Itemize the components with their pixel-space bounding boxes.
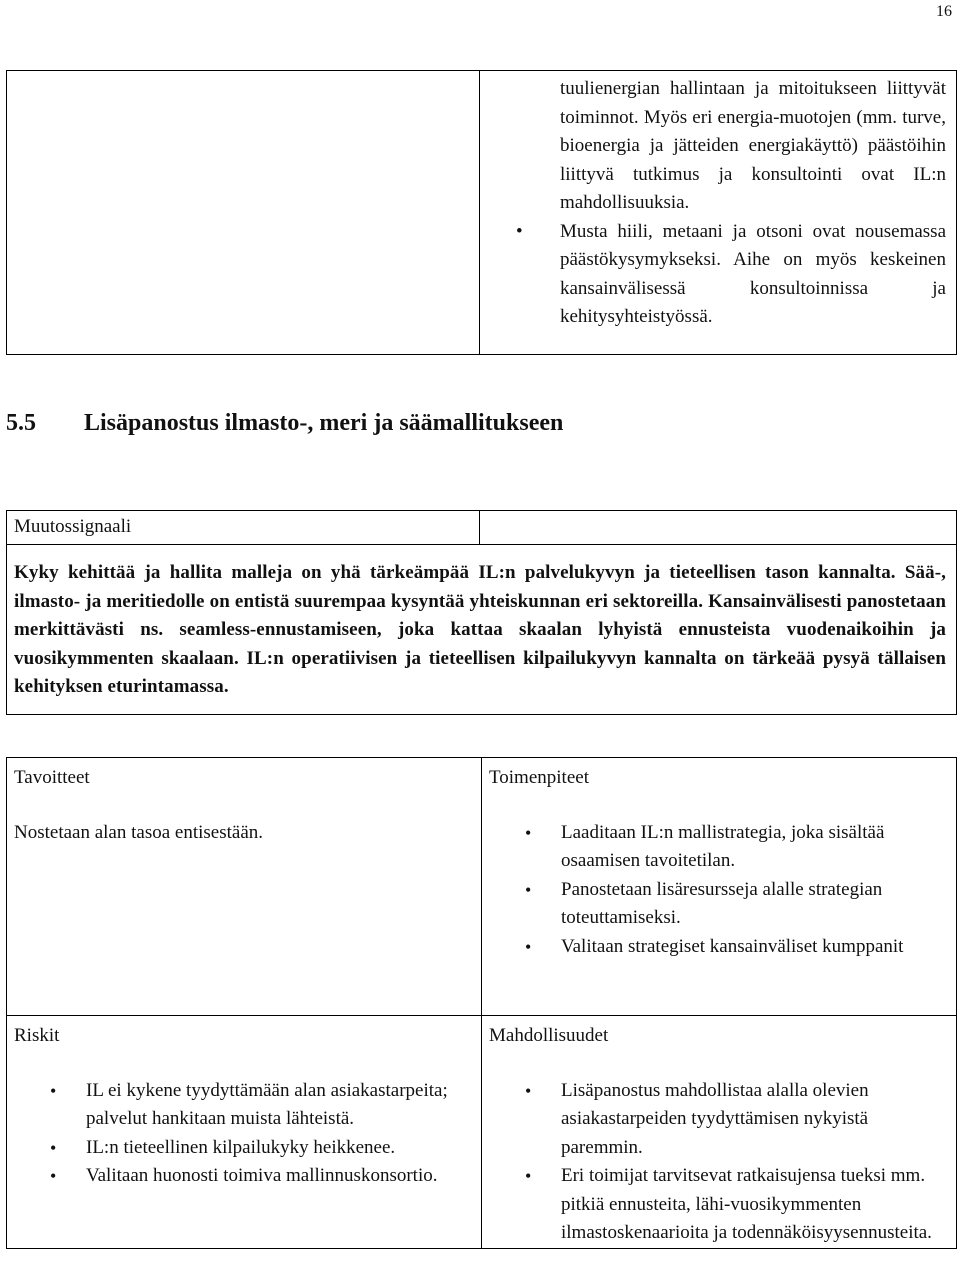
list-item: • Eri toimijat tarvitsevat ratkaisujensa tueksi mm. pitkiä ennusteita, lähi-vuosikymmenten ilmastoskenaarioita ja todennäköisyysennusteita. (489, 1162, 946, 1248)
list-item: • Laaditaan IL:n mallistrategia, joka sisältää osaamisen tavoitetilan. (489, 819, 946, 876)
bullet-icon: • (516, 220, 523, 242)
opportunities-cell (482, 1016, 957, 1249)
actions-title: Toimenpiteet (489, 767, 589, 788)
risks-cell (7, 1016, 482, 1249)
list-item: • Valitaan strategiset kansainväliset kumppanit (489, 933, 946, 962)
risks-title: Riskit (14, 1025, 60, 1046)
section-number: 5.5 (6, 410, 36, 436)
goals-actions-risks-table (6, 757, 957, 1249)
actions-list (489, 819, 946, 962)
bullet-icon: • (50, 1080, 57, 1101)
bullet-icon: • (525, 1080, 532, 1101)
change-signal-body: Kyky kehittää ja hallita malleja on yhä tärkeämpää IL:n palvelukyvyn ja tieteellisen tason kannalta. Sää-, ilmasto- ja meritiedolle on entistä suurempaa kysyntää yhteiskunnan eri sektoreilla. Kansainvälisesti panostetaan merkittävästi ns. seamless-ennustamiseen, joka kattaa skaalan lyhyistä ennusteista vuodenaikoihin ja vuosikymmenten skaalaan. IL:n operatiivisen ja tieteellisen kilpailukyvyn kannalta on tärkeää pysyä tällaisen kehityksen eturintamassa. (7, 545, 957, 715)
bullet-icon: • (525, 879, 532, 900)
list-item: • IL:n tieteellinen kilpailukyky heikkenee. (14, 1134, 471, 1163)
bullet-icon: • (50, 1166, 57, 1186)
list-item: • IL ei kykene tyydyttämään alan asiakastarpeita; palvelut hankitaan muista lähteistä. (14, 1077, 471, 1134)
page-number: 16 (936, 3, 952, 20)
section-heading (6, 407, 563, 439)
change-signal-label: Muutossignaali (7, 511, 480, 545)
continuation-cell (480, 71, 957, 355)
bullet-icon: • (525, 822, 532, 843)
goals-text: Nostetaan alan tasoa entisestään. (14, 821, 264, 843)
list-item: • Panostetaan lisäresursseja alalle strategian toteuttamiseksi. (489, 876, 946, 933)
opportunities-title: Mahdollisuudet (489, 1025, 609, 1046)
empty-label-cell (480, 511, 957, 545)
top-continuation-table (6, 70, 957, 355)
section-title: Lisäpanostus ilmasto-, meri ja säämallitukseen (84, 410, 564, 436)
bullet-icon: • (525, 1166, 532, 1186)
continuation-bullet-text: Musta hiili, metaani ja otsoni ovat nousemassa päästökysymykseksi. Aihe on myös keskeinen kansainvälisessä konsultoinnissa ja kehitysyhteistyössä. (560, 220, 946, 327)
bullet-icon: • (525, 936, 532, 957)
list-item: • Lisäpanostus mahdollistaa alalla olevien asiakastarpeiden tyydyttämisen nykyistä paremmin. (489, 1077, 946, 1163)
goals-cell (7, 758, 482, 1016)
opportunities-list (489, 1077, 946, 1248)
empty-cell (7, 71, 480, 355)
change-signal-table (6, 510, 957, 715)
risks-list (14, 1077, 471, 1191)
actions-cell (482, 758, 957, 1016)
continuation-bullet-item (516, 218, 946, 332)
continuation-paragraph: tuulienergian hallintaan ja mitoitukseen liittyvät toiminnot. Myös eri energia-muotojen (mm. turve, bioenergia ja jätteiden energiakäyttö) päästöihin liittyvä tutkimus ja konsultointi ovat IL:n mahdollisuuksia. (560, 78, 946, 213)
goals-title: Tavoitteet (14, 767, 90, 788)
list-item: • Valitaan huonosti toimiva mallinnuskonsortio. (14, 1162, 471, 1191)
bullet-icon: • (50, 1137, 57, 1158)
